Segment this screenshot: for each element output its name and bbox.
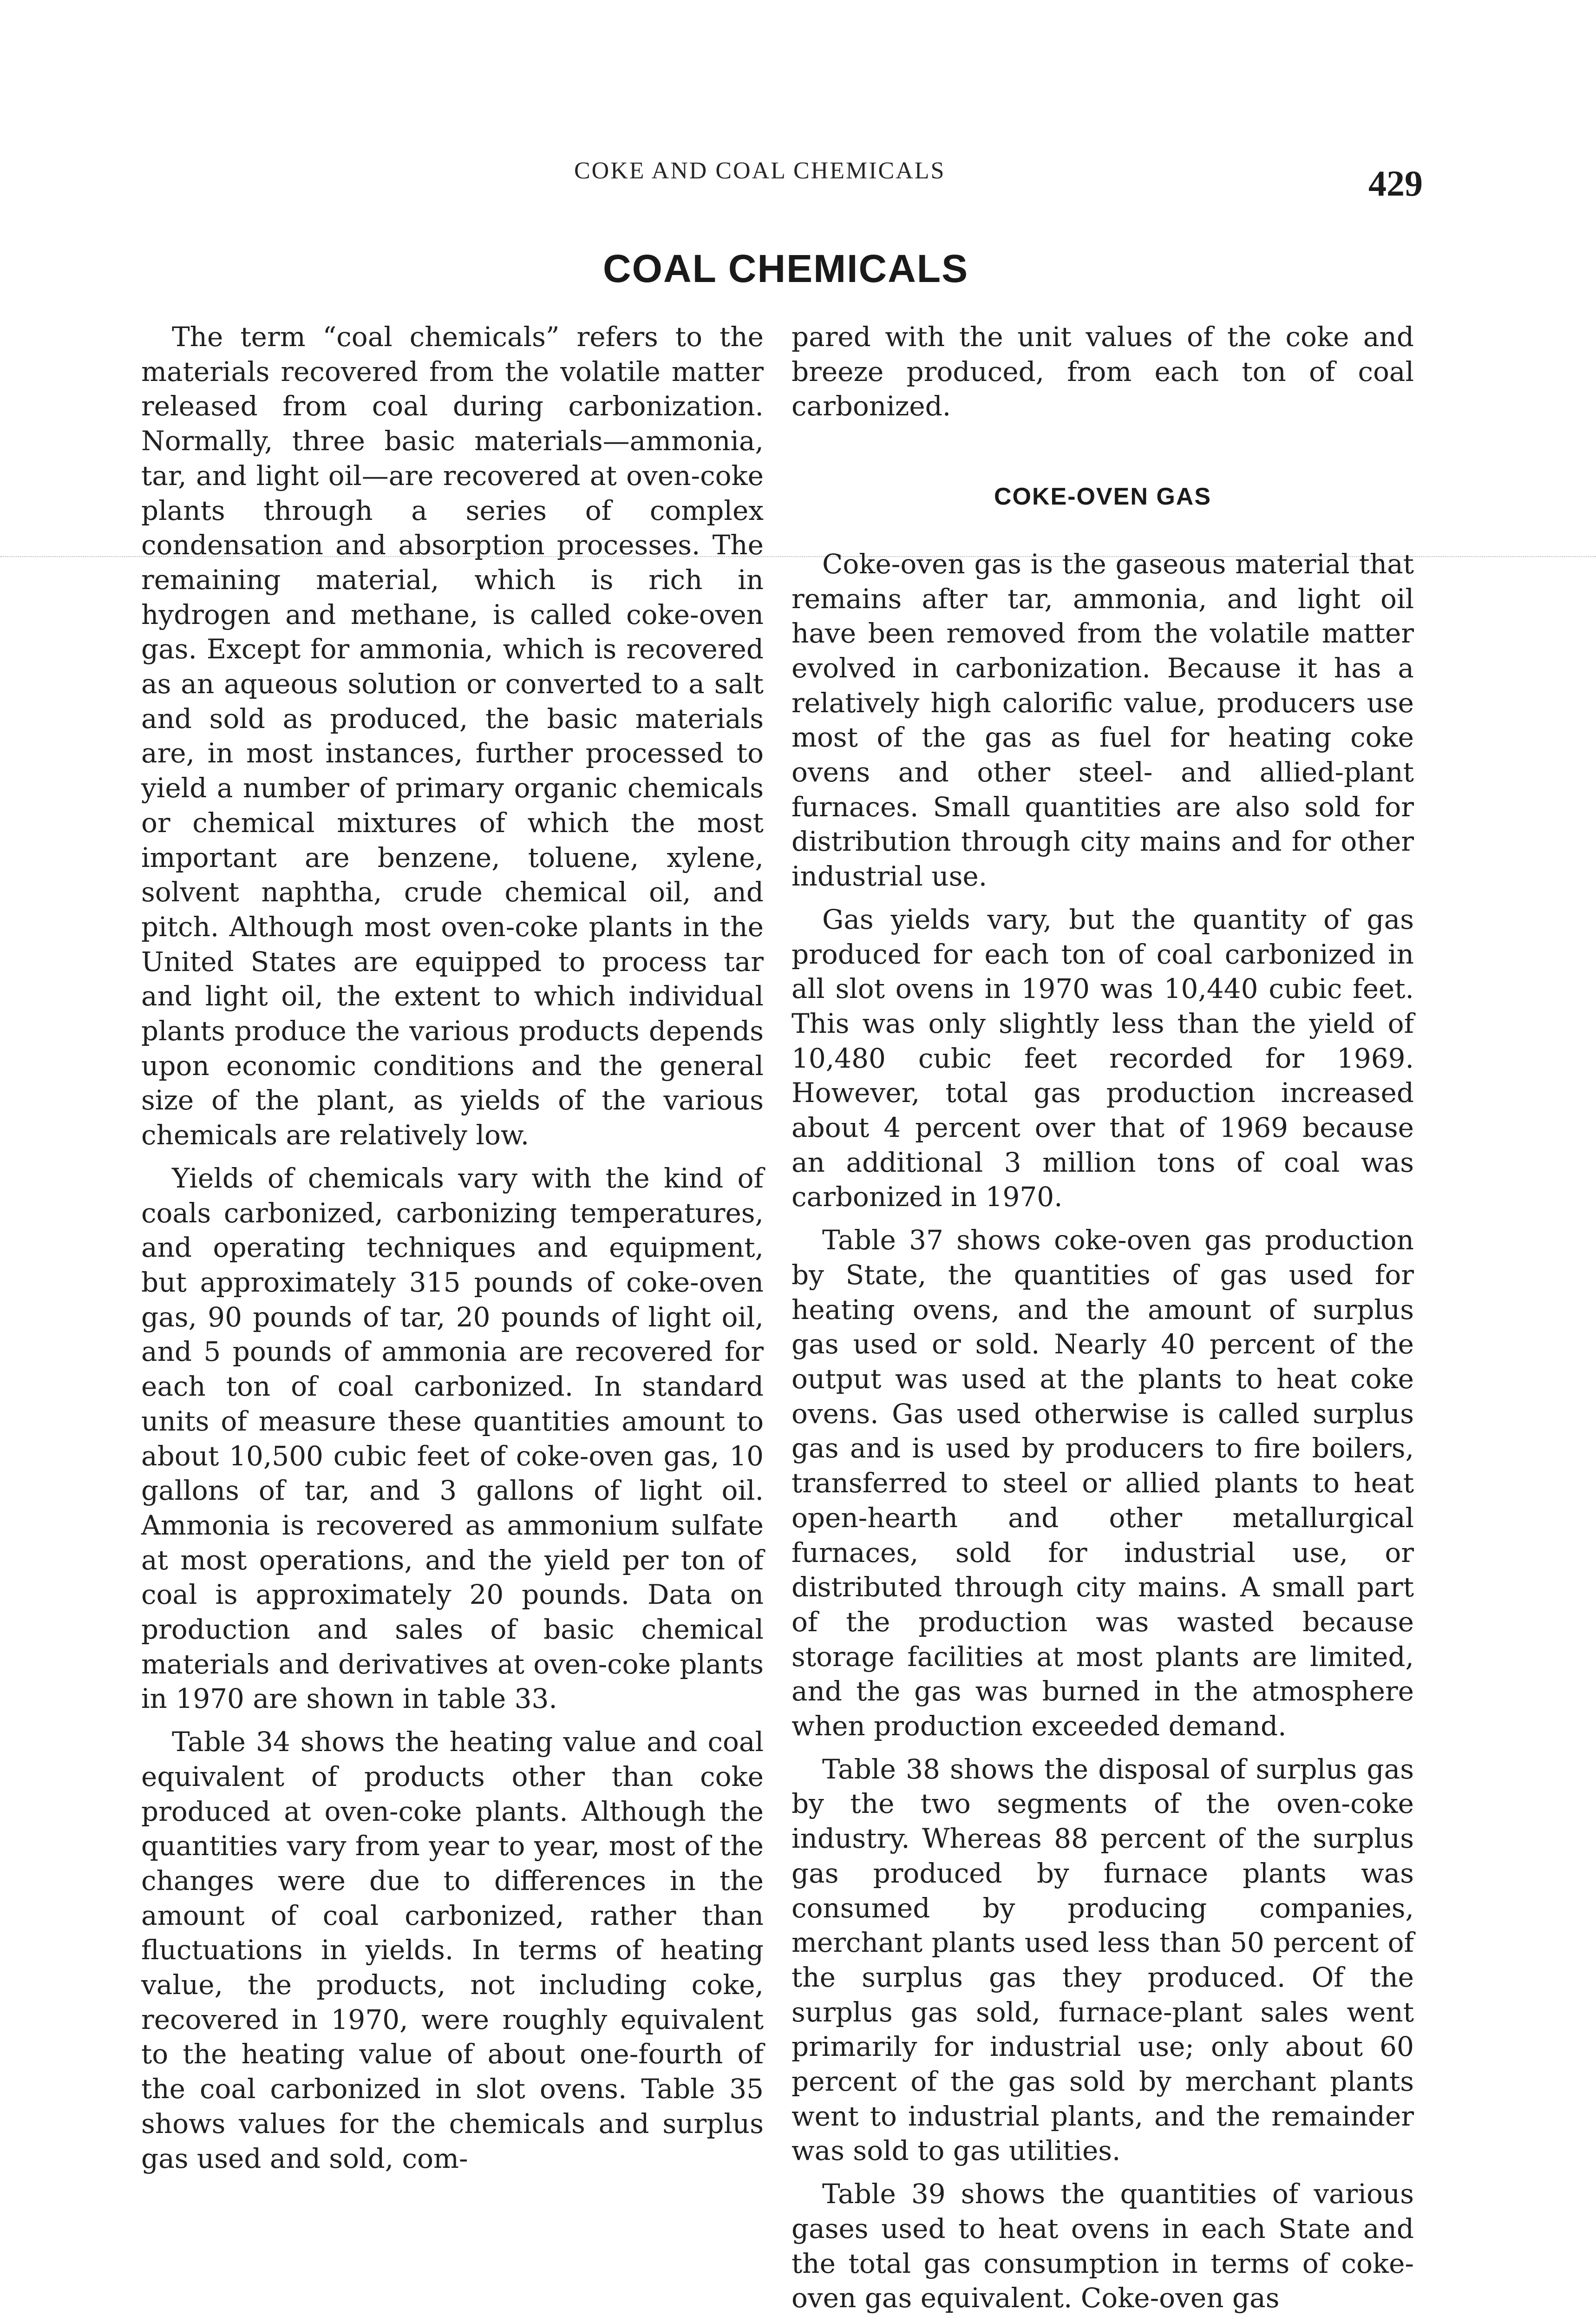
left-column — [141, 320, 764, 2176]
paragraph-gas-yields: Gas yields vary, but the quantity of gas produced for each ton of coal carbonized in all slot ovens in 1970 was 10,440 cubic feet. This was only slightly less than the yield of 10,480 cubic feet recorded for 1969. However, total gas production increased about 4 percent over that of 1969 because an additional 3 million tons of coal was carbonized in 1970. — [791, 903, 1414, 1213]
right-column — [791, 320, 1414, 2316]
paragraph-continuation: pared with the unit values of the coke and breeze produced, from each ton of coal carbonized. — [791, 321, 1414, 422]
running-header: COKE AND COAL CHEMICALS — [574, 157, 946, 184]
paragraph-intro: The term “coal chemicals” refers to the materials recovered from the volatile matter released from coal during carbonization. Normally, three basic materials—ammonia, tar, and light oil—are recovered at oven-coke plants through a series of complex condensation and absorption processes. The remaining material, which is rich in hydrogen and methane, is called coke-oven gas. Except for ammonia, which is recovered as an aqueous solution or converted to a salt and sold as produced, the basic materials are, in most instances, further processed to yield a number of primary organic chemicals or chemical mixtures of which the most important are benzene, toluene, xylene, solvent naphtha, crude chemical oil, and pitch. Although most oven-coke plants in the United States are equipped to process tar and light oil, the extent to which individual plants produce the various products depends upon economic conditions and the general size of the plant, as yields of the various chemicals are relatively low. — [141, 321, 764, 1151]
subheading-coke-oven-gas: COKE-OVEN GAS — [994, 483, 1212, 511]
paragraph-coke-oven-gas: Coke-oven gas is the gaseous material that remains after tar, ammonia, and light oil have been removed from the volatile matter evolved in carbonization. Because it has a relatively high calorific value, producers use most of the gas as fuel for heating coke ovens and other steel- and allied-plant furnaces. Small quantities are also sold for distribution through city mains and for other industrial use. — [791, 548, 1414, 892]
page-number: 429 — [1368, 163, 1423, 203]
section-title: COAL CHEMICALS — [603, 247, 969, 290]
paragraph-table-37: Table 37 shows coke-oven gas production by State, the quantities of gas used for heating ovens, and the amount of surplus gas used or sold. Nearly 40 percent of the output was used at the plants to heat coke ovens. Gas used otherwise is called surplus gas and is used by producers to fire boilers, transferred to steel or allied plants to heat open-hearth and other metallurgical furnaces, sold for industrial use, or distributed through city mains. A small part of the production was wasted because storage facilities at most plants are limited, and the gas was burned in the atmosphere when production exceeded demand. — [791, 1224, 1414, 1742]
paragraph-table-39: Table 39 shows the quantities of various gases used to heat ovens in each State and the total gas consumption in terms of coke-oven gas equivalent. Coke-oven gas — [791, 2178, 1414, 2314]
paragraph-table-34: Table 34 shows the heating value and coal equivalent of products other than coke produced at oven-coke plants. Although the quantities vary from year to year, most of the changes were due to differences in the amount of coal carbonized, rather than fluctuations in yields. In terms of heating value, the products, not including coke, recovered in 1970, were roughly equivalent to the heating value of about one-fourth of the coal carbonized in slot ovens. Table 35 shows values for the chemicals and surplus gas used and sold, com- — [141, 1726, 764, 2174]
paragraph-yields: Yields of chemicals vary with the kind of coals carbonized, carbonizing temperatures, and operating techniques and equipment, but approximately 315 pounds of coke-oven gas, 90 pounds of tar, 20 pounds of light oil, and 5 pounds of ammonia are recovered for each ton of coal carbonized. In standard units of measure these quantities amount to about 10,500 cubic feet of coke-oven gas, 10 gallons of tar, and 3 gallons of light oil. Ammonia is recovered as ammonium sulfate at most operations, and the yield per ton of coal is approximately 20 pounds. Data on production and sales of basic chemical materials and derivatives at oven-coke plants in 1970 are shown in table 33. — [141, 1162, 764, 1715]
paragraph-table-38: Table 38 shows the disposal of surplus gas by the two segments of the oven-coke industry. Whereas 88 percent of the surplus gas produced by furnace plants was consumed by producing companies, merchant plants used less than 50 percent of the surplus gas they produced. Of the surplus gas sold, furnace-plant sales went primarily for industrial use; only about 60 percent of the gas sold by merchant plants went to industrial plants, and the remainder was sold to gas utilities. — [791, 1753, 1414, 2167]
